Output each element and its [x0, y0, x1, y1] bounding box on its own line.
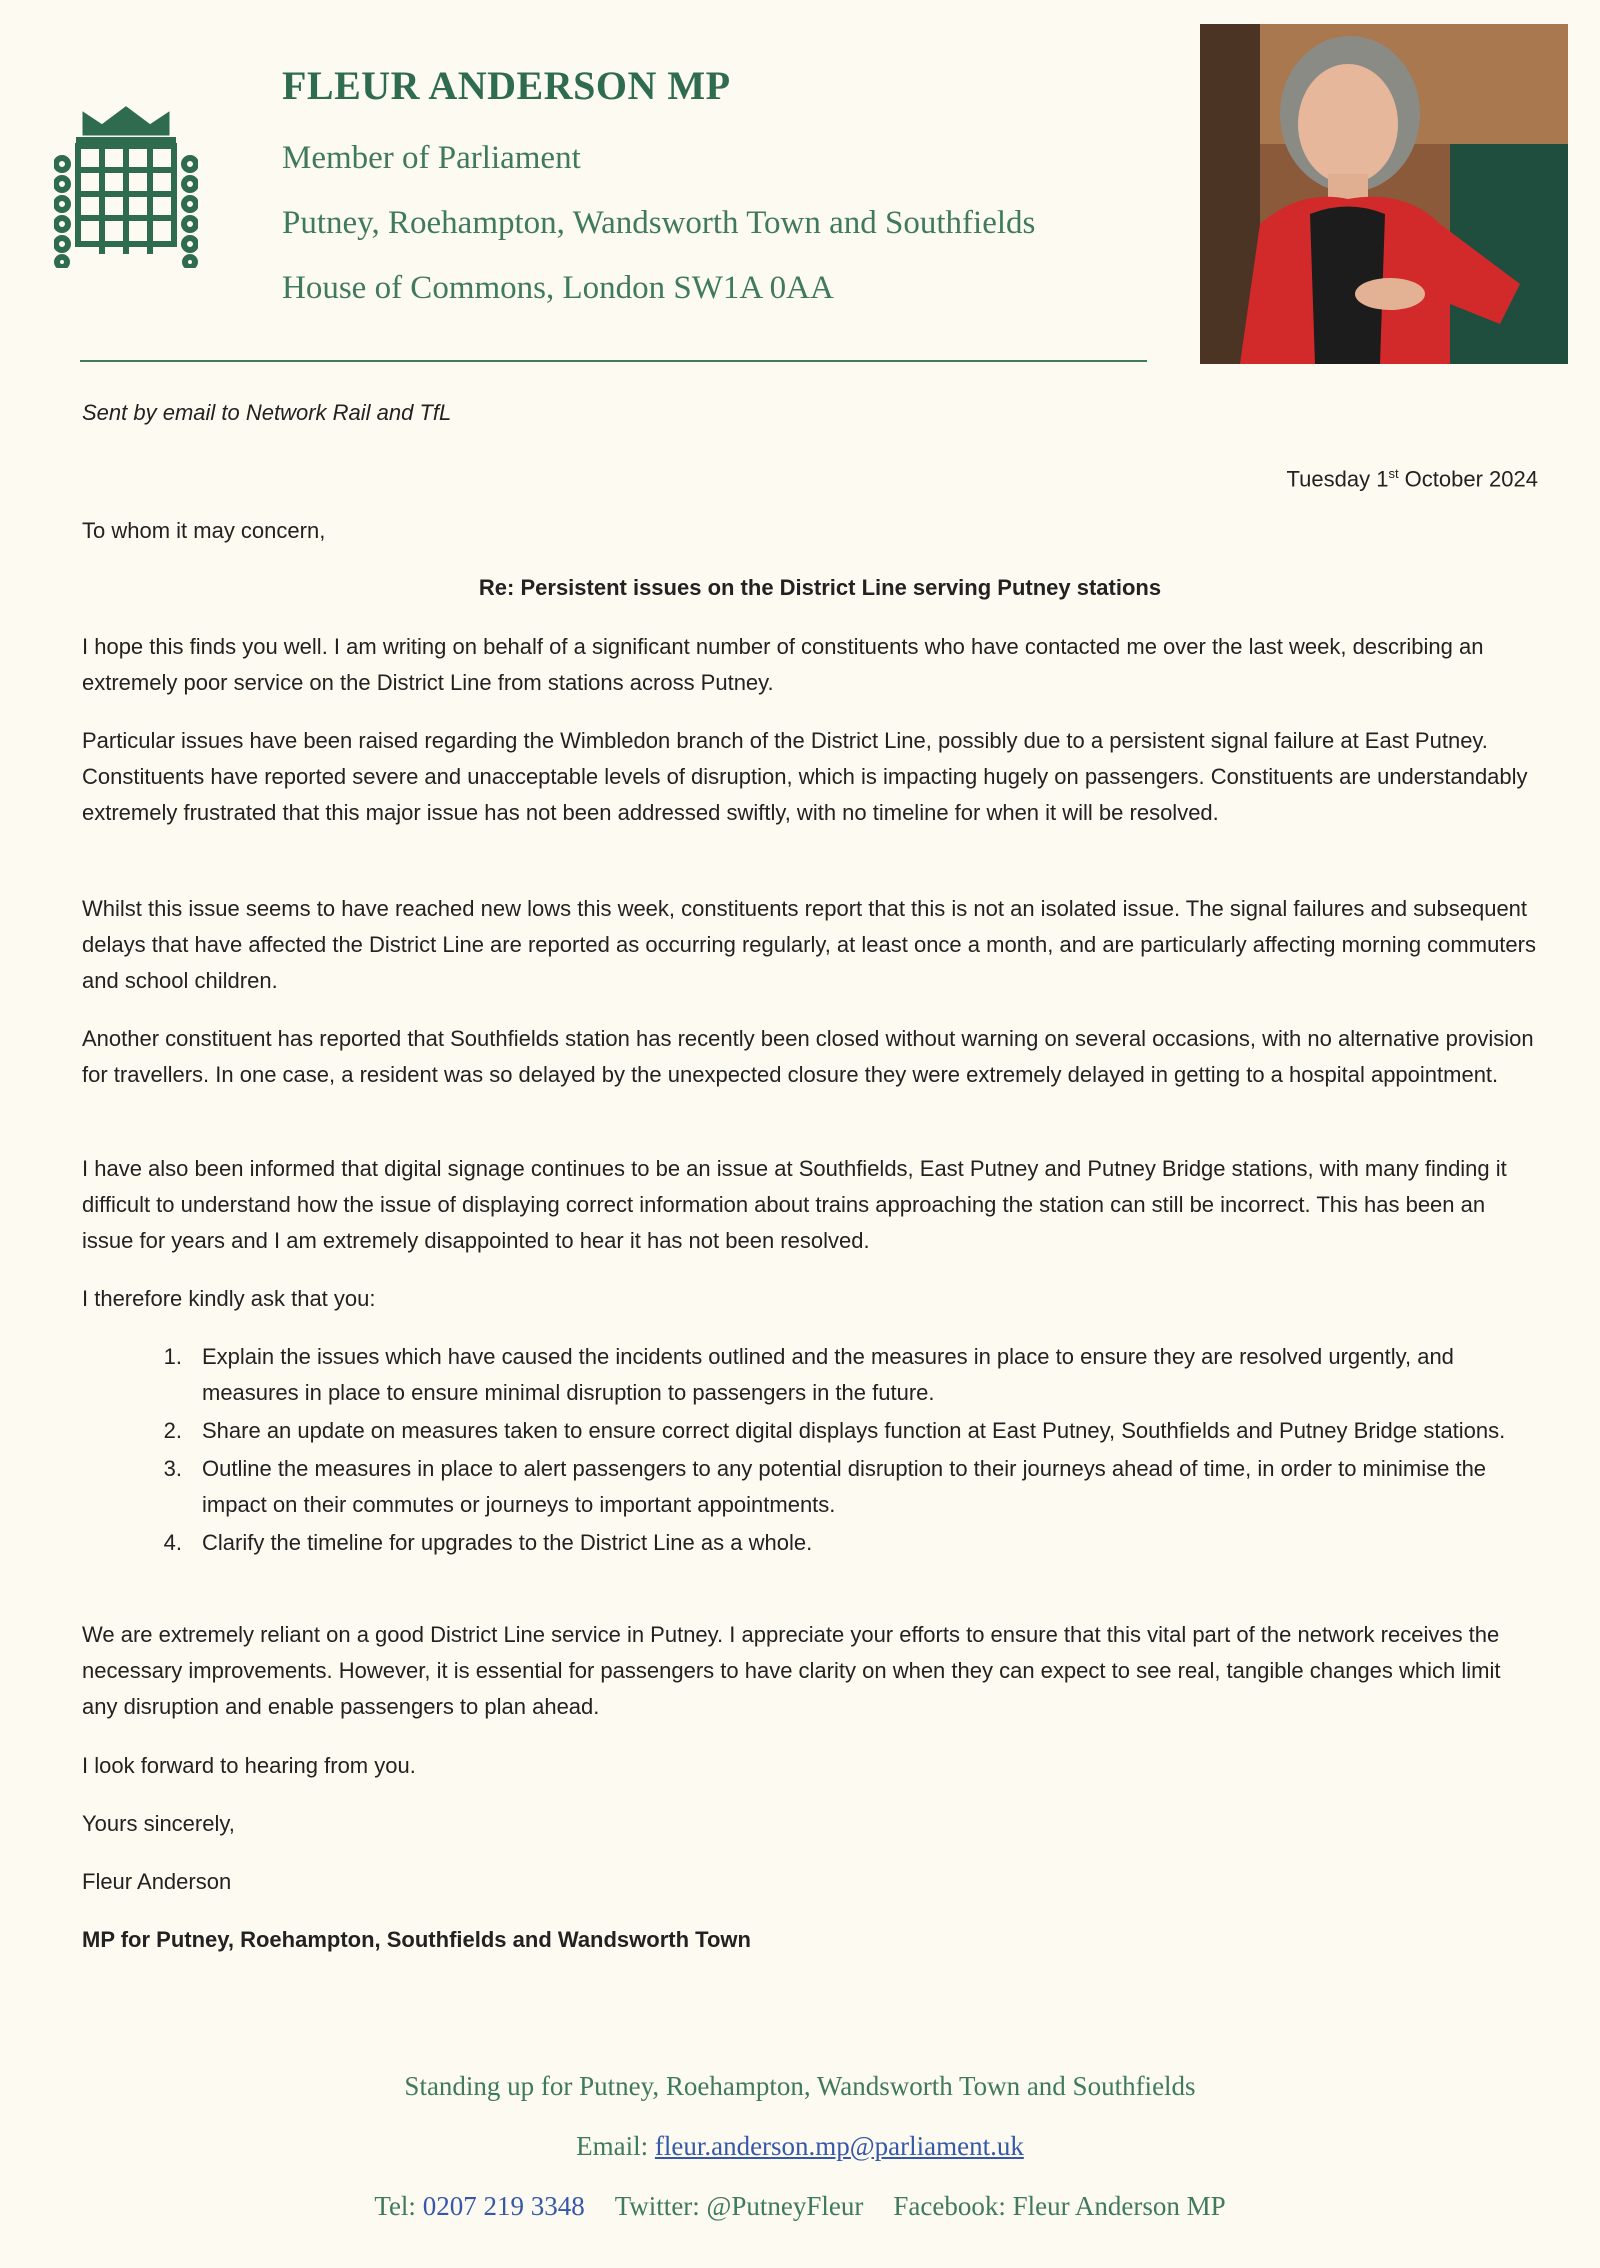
- paragraph-5: I have also been informed that digital signage continues to be an issue at Southfields, East Putney and Putney Bridge stations, with many finding it difficult to understand how the issue of displaying correct information about trains approaching the station can still be incorrect. This has been an issue for years and I am extremely disappointed to hear it has not been resolved.: [82, 1156, 1507, 1253]
- list-item-number: 1.: [163, 1344, 182, 1369]
- list-item-text: Share an update on measures taken to ensure correct digital displays function at East Putney, Southfields and Putney Bridge stations.: [202, 1418, 1506, 1443]
- header-divider: [80, 360, 1147, 362]
- signatory-name: Fleur Anderson: [82, 1869, 232, 1894]
- sent-by-note: Sent by email to Network Rail and TfL: [82, 400, 452, 425]
- list-item-text: Explain the issues which have caused the incidents outlined and the measures in place to ensure they are resolved urgently, and measures in place to ensure minimal disruption to passengers in the future.: [202, 1344, 1454, 1405]
- mp-constituency: Putney, Roehampton, Wandsworth Town and Southfields: [282, 205, 1036, 241]
- letter-date: [1287, 456, 1538, 497]
- mp-portrait-photo: [1200, 24, 1568, 364]
- mp-role: Member of Parliament: [282, 140, 581, 176]
- list-item: [82, 1525, 1542, 1561]
- paragraph-3: Whilst this issue seems to have reached new lows this week, constituents report that this is not an isolated issue. The signal failures and subsequent delays that have affected the District Line are reported as occurring regularly, at least once a month, and are particularly affecting morning commuters and school children.: [82, 896, 1536, 993]
- email-label: Email:: [576, 2131, 655, 2161]
- list-item-number: 3.: [163, 1456, 182, 1481]
- signatory-title: MP for Putney, Roehampton, Southfields and Wandsworth Town: [82, 1927, 751, 1952]
- tel-label: Tel:: [374, 2191, 423, 2221]
- paragraph-4: Another constituent has reported that Southfields station has recently been closed without warning on several occasions, with no alternative provision for travellers. In one case, a resident was so delayed by the unexpected closure they were extremely delayed in getting to a hospital appointment.: [82, 1026, 1534, 1087]
- list-item-text: Clarify the timeline for upgrades to the District Line as a whole.: [202, 1530, 813, 1555]
- list-item-text: Outline the measures in place to alert passengers to any potential disruption to their journeys ahead of time, in order to minimise the impact on their commutes or journeys to important appointments.: [202, 1456, 1487, 1517]
- list-item: [82, 1413, 1542, 1449]
- footer-tagline: Standing up for Putney, Roehampton, Wandsworth Town and Southfields: [404, 2071, 1196, 2101]
- date-suffix: October 2024: [1398, 466, 1538, 492]
- tel-number[interactable]: 0207 219 3348: [422, 2191, 585, 2221]
- list-item-number: 4.: [163, 1530, 182, 1555]
- salutation: To whom it may concern,: [82, 518, 326, 543]
- mp-address: House of Commons, London SW1A 0AA: [282, 270, 834, 306]
- list-item: [82, 1339, 1542, 1411]
- letter-subject: Re: Persistent issues on the District Line serving Putney stations: [478, 575, 1162, 600]
- date-ordinal: st: [1388, 466, 1399, 481]
- paragraph-1: I hope this finds you well. I am writing on behalf of a significant number of constituents who have contacted me over the last week, describing an extremely poor service on the District Line from stations across Putney.: [82, 634, 1484, 695]
- look-forward-line: I look forward to hearing from you.: [82, 1753, 416, 1778]
- email-link[interactable]: fleur.anderson.mp@parliament.uk: [654, 2131, 1024, 2161]
- closing-paragraph: We are extremely reliant on a good District Line service in Putney. I appreciate your efforts to ensure that this vital part of the network receives the necessary improvements. However, it is essential for passengers to have clarity on when they can expect to see real, tangible changes which limit any disruption and enable passengers to plan ahead.: [82, 1622, 1501, 1719]
- facebook-page: Facebook: Fleur Anderson MP: [893, 2191, 1226, 2221]
- twitter-handle: Twitter: @PutneyFleur: [614, 2191, 864, 2221]
- sign-off: Yours sincerely,: [82, 1811, 235, 1836]
- paragraph-6: I therefore kindly ask that you:: [82, 1286, 376, 1311]
- footer-contact-line: [0, 2191, 1600, 2222]
- portcullis-logo-icon: [54, 104, 198, 268]
- list-item-number: 2.: [163, 1418, 182, 1443]
- paragraph-2: Particular issues have been raised regarding the Wimbledon branch of the District Line, possibly due to a persistent signal failure at East Putney. Constituents have reported severe and unacceptable levels of disruption, which is impacting hugely on passengers. Constituents are understandably extremely frustrated that this major issue has not been addressed swiftly, with no timeline for when it will be resolved.: [82, 728, 1528, 825]
- list-item: [82, 1451, 1542, 1523]
- date-prefix: Tuesday 1: [1286, 466, 1389, 492]
- footer-email-line: [0, 2131, 1600, 2162]
- requests-list: [82, 1339, 1542, 1563]
- mp-name: FLEUR ANDERSON MP: [282, 63, 731, 108]
